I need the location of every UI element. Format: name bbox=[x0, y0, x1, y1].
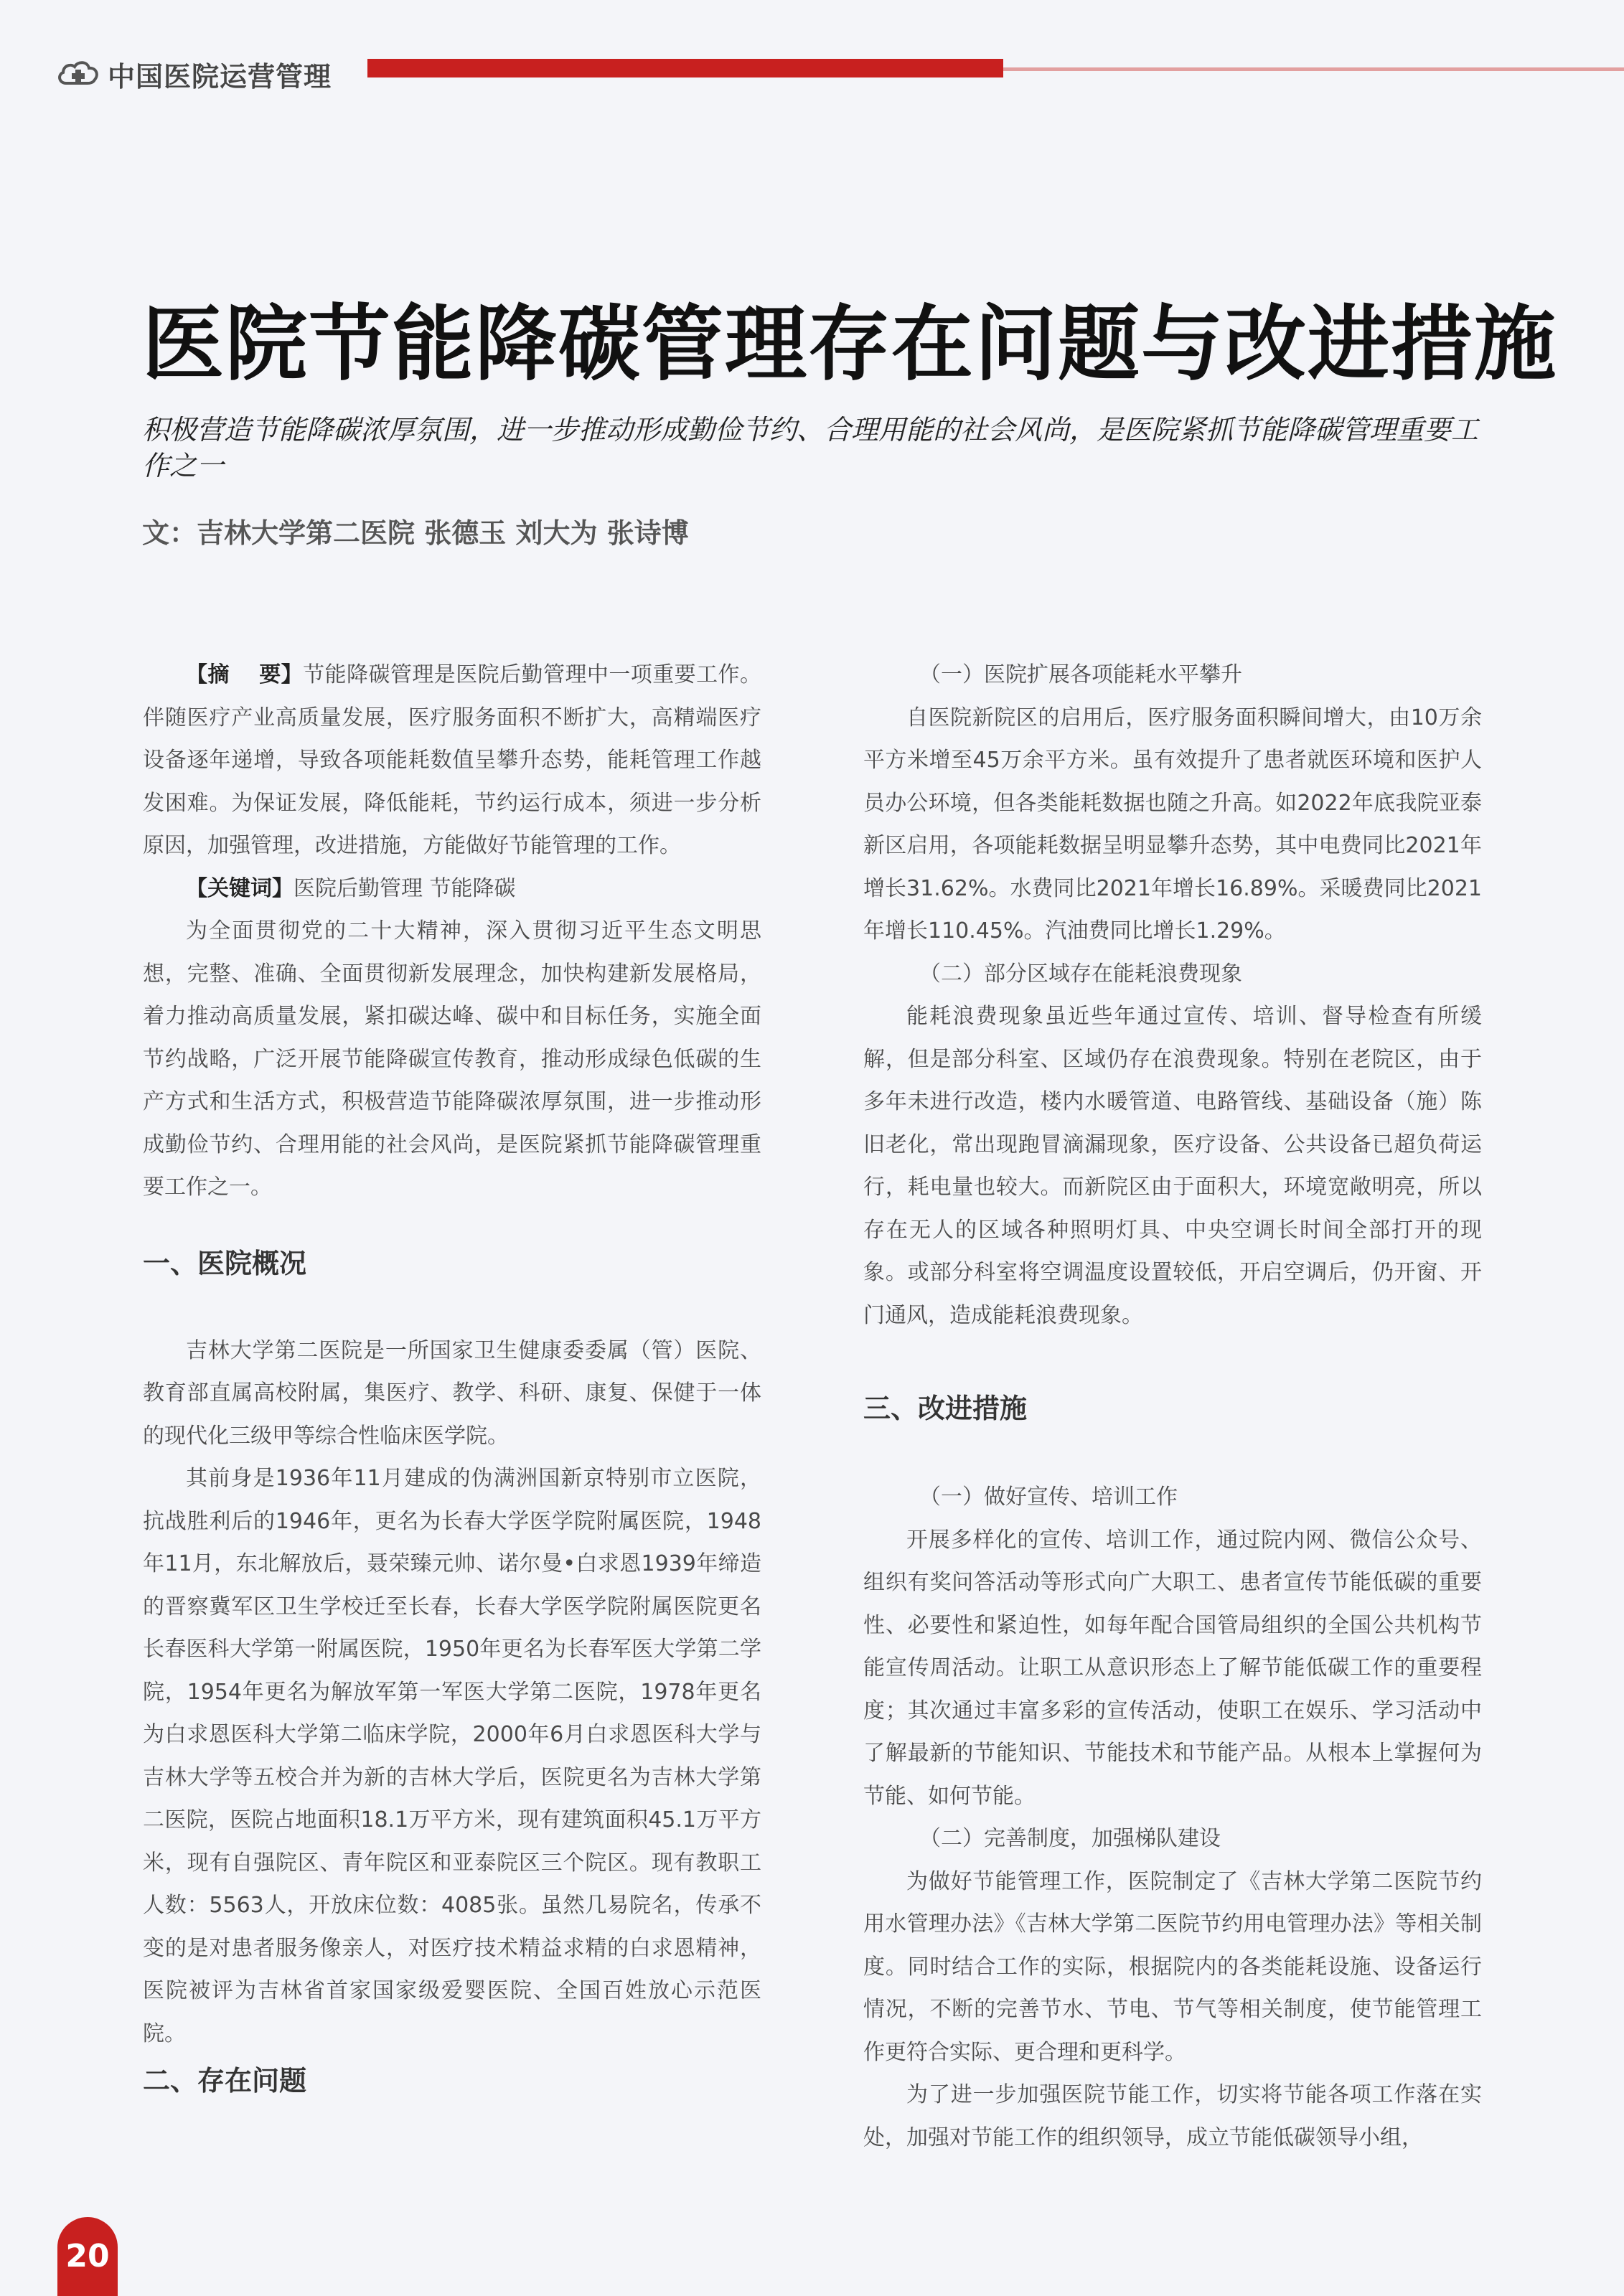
article-title: 医院节能降碳管理存在问题与改进措施 bbox=[142, 296, 1558, 392]
abstract-label: 【摘 要】 bbox=[186, 662, 304, 687]
keywords-paragraph bbox=[143, 867, 761, 911]
header-rule bbox=[1003, 67, 1624, 71]
article-subtitle: 积极营造节能降碳浓厚氛围，进一步推动形成勤俭节约、合理用能的社会风尚，是医院紧抓节能降碳管理重要工作之一 bbox=[142, 414, 1479, 481]
subheading-3-2: （二）完善制度，加强梯队建设 bbox=[919, 1826, 1221, 1851]
abstract-text: 节能降碳管理是医院后勤管理中一项重要工作。伴随医疗产业高质量发展，医疗服务面积不断扩大，高精端医疗设备逐年递增，导致各项能耗数值呈攀升态势，能耗管理工作越发困难。为保证发展，降低能耗，节约运行成本，须进一步分析原因，加强管理，改进措施，方能做好节能管理的工作。 bbox=[143, 662, 761, 858]
section2-paragraph-1: 自医院新院区的启用后，医疗服务面积瞬间增大，由10万余平方米增至45万余平方米。虽有效提升了患者就医环境和医护人员办公环境，但各类能耗数据也随之升高。如2022年底我院亚泰新区启用，各项能耗数据呈明显攀升态势，其中电费同比2021年增长31.62%。水费同比2021年增长16.89%。采暖费同比2021年增长110.45%。汽油费同比增长1.29%。 bbox=[863, 705, 1482, 944]
section-heading-3: 三、改进措施 bbox=[863, 1393, 1028, 1424]
section3-paragraph-2: 为做好节能管理工作，医院制定了《吉林大学第二医院节约用水管理办法》《吉林大学第二医院节约用电管理办法》等相关制度。同时结合工作的实际，根据院内的各类能耗设施、设备运行情况，不断的完善节水、节电、节气等相关制度，使节能管理工作更符合实际、更合理和更科学。 bbox=[863, 1868, 1482, 2065]
section-heading-2: 二、存在问题 bbox=[143, 2065, 307, 2097]
keywords-label: 【关键词】 bbox=[186, 875, 294, 901]
section2-paragraph-2: 能耗浪费现象虽近些年通过宣传、培训、督导检查有所缓解，但是部分科室、区域仍存在浪费现象。特别在老院区，由于多年未进行改造，楼内水暖管道、电路管线、基础设备（施）陈旧老化，常出现跑冒滴漏现象，医疗设备、公共设备已超负荷运行，耗电量也较大。而新院区由于面积大，环境宽敞明亮，所以存在无人的区域各种照明灯具、中央空调长时间全部打开的现象。或部分科室将空调温度设置较低，开启空调后，仍开窗、开门通风，造成能耗浪费现象。 bbox=[863, 1004, 1482, 1328]
intro-paragraph: 为全面贯彻党的二十大精神，深入贯彻习近平生态文明思想，完整、准确、全面贯彻新发展理念，加快构建新发展格局，着力推动高质量发展，紧扣碳达峰、碳中和目标任务，实施全面节约战略，广泛开展节能降碳宣传教育，推动形成绿色低碳的生产方式和生活方式，积极营造节能降碳浓厚氛围，进一步推动形成勤俭节约、合理用能的社会风尚，是医院紧抓节能降碳管理重要工作之一。 bbox=[143, 918, 761, 1200]
magazine-name: 中国医院运营管理 bbox=[108, 61, 332, 93]
page-number: 20 bbox=[57, 2217, 118, 2296]
right-column bbox=[863, 654, 1482, 2159]
cloud-cross-icon bbox=[56, 57, 100, 89]
page-header bbox=[56, 52, 1624, 95]
abstract-paragraph bbox=[143, 654, 761, 867]
left-column bbox=[143, 654, 761, 2102]
section1-paragraph-2: 其前身是1936年11月建成的伪满洲国新京特别市立医院，抗战胜利后的1946年，更名为长春大学医学院附属医院，1948年11月，东北解放后，聂荣臻元帅、诺尔曼•白求恩1939年缔造的晋察冀军区卫生学校迁至长春，长春大学医学院附属医院更名长春医科大学第一附属医院，1950年更名为长春军医大学第二学院，1954年更名为解放军第一军医大学第二医院，1978年更名为白求恩医科大学第二临床学院，2000年6月白求恩医科大学与吉林大学等五校合并为新的吉林大学后，医院更名为吉林大学第二医院，医院占地面积18.1万平方米，现有建筑面积45.1万平方米，现有自强院区、青年院区和亚泰院区三个院区。现有教职工人数：5563人，开放床位数：4085张。虽然几易院名，传承不变的是对患者服务像亲人，对医疗技术精益求精的白求恩精神，医院被评为吉林省首家国家级爱婴医院、全国百姓放心示范医院。 bbox=[143, 1466, 761, 2046]
subheading-2-2: （二）部分区域存在能耗浪费现象 bbox=[919, 961, 1242, 987]
subheading-3-1: （一）做好宣传、培训工作 bbox=[919, 1485, 1178, 1510]
section3-paragraph-3: 为了进一步加强医院节能工作，切实将节能各项工作落在实处，加强对节能工作的组织领导，成立节能低碳领导小组， bbox=[863, 2082, 1482, 2150]
keywords-text: 医院后勤管理 节能降碳 bbox=[294, 875, 516, 901]
subheading-2-1: （一）医院扩展各项能耗水平攀升 bbox=[919, 662, 1242, 687]
header-accent-bar bbox=[367, 59, 1003, 77]
section3-paragraph-1: 开展多样化的宣传、培训工作，通过院内网、微信公众号、组织有奖问答活动等形式向广大职工、患者宣传节能低碳的重要性、必要性和紧迫性，如每年配合国管局组织的全国公共机构节能宣传周活动。让职工从意识形态上了解节能低碳工作的重要程度；其次通过丰富多彩的宣传活动，使职工在娱乐、学习活动中了解最新的节能知识、节能技术和节能产品。从根本上掌握何为节能、如何节能。 bbox=[863, 1527, 1482, 1809]
article-byline: 文：吉林大学第二医院 张德玉 刘大为 张诗博 bbox=[142, 517, 689, 549]
section1-paragraph-1: 吉林大学第二医院是一所国家卫生健康委委属（管）医院、教育部直属高校附属，集医疗、教学、科研、康复、保健于一体的现代化三级甲等综合性临床医学院。 bbox=[143, 1337, 761, 1449]
section-heading-1: 一、医院概况 bbox=[143, 1247, 307, 1279]
